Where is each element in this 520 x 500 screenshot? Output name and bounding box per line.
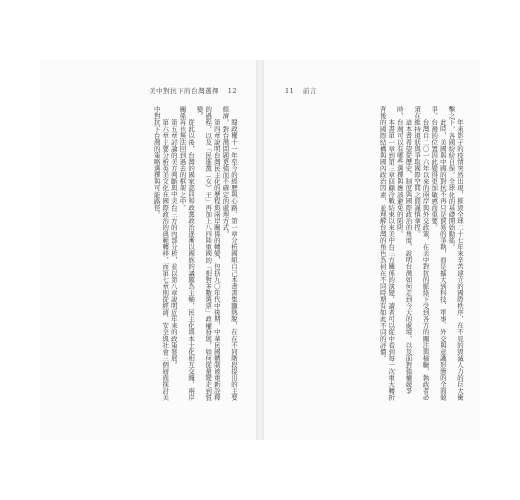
right-page-header (282, 86, 320, 95)
book-gutter (256, 60, 264, 440)
left-page (40, 60, 257, 440)
book-spread (40, 60, 480, 440)
left-paragraph: 第五章討論的美方判斷與中美台三方的內部分析，並以第八章說明近年來的政策發展。 (169, 118, 178, 368)
left-page-running-title: 美中對抗下的台灣選擇 (149, 87, 220, 95)
right-page (264, 60, 480, 440)
left-page-header (146, 86, 240, 95)
right-paragraph: 此時，美國與中國的對抗不再只是貿易的爭執，而是擴大到科技、軍事、外交與意識形態的全面競爭，台灣的位置因此變得更加敏感而重要。 (430, 106, 447, 401)
right-paragraph: 這本書希望從歷史、制度與國際政治的角度，說明台灣如何走到今天的處境，以及面對強權競爭時，台灣可以有哪些選擇與應該避免的陷阱。 (395, 106, 413, 394)
left-page-body (58, 106, 238, 406)
right-page-number: 11 (285, 87, 295, 95)
left-page-number: 12 (227, 87, 237, 95)
left-paragraph: 從此以後，台灣的國家認同和政黨政治逐漸以國族的議題為主軸，民主化與本土化相互交織，兩岸關係再也無法回到過去的框架之中。 (178, 106, 196, 401)
left-paragraph: 第六章主要分析英美文化在國際政治的典範轉移，而第七章則從經濟、安全與社會三個層面探討美中對抗下台灣的策略選擇與可能路徑。 (152, 106, 170, 401)
right-paragraph: 年來影子的疫情突然出現，摧毀全球二十七年來辛苦建立的國際秩序，在不見的毀滅人力的巨大衝擊之下，各國紛紛自保，全球化的基礎開始動搖。 (447, 106, 464, 401)
right-page-body (280, 106, 464, 406)
left-paragraph: 閱政權十一年至今的經歷與心路，第一章分析國組自己本書書集顯熱脫，在在不同階段提出的主要經濟，對台灣問題更強而不確定的處理方式。 (221, 106, 238, 401)
left-paragraph: 第四章說明台灣民主化的歷程與兩岸關係的轉變，包括九〇年代中後期，中華民國體制被重新詮釋的過程，以及「民進黨（女）王」再加上八四陸重國的「相對多數選票」政權發展，如何從量變走到質變。 (195, 106, 221, 401)
right-page-running-title: 前言 (302, 87, 317, 95)
right-paragraph: 本書第一章到第三章回顧冷戰結束以來美中台三方關係的演變，讀者可以從中看到每一次重大轉折背後的國際結構與國內政治因素，並理解台灣的角色為何在不同時期有如此不同的評價。 (378, 106, 396, 401)
right-paragraph: 台灣自二〇一六年以來的兩岸與外交政策，在美中對抗的脈絡下受到各方的關注與檢驗，執政者必須在維持現狀與爭取國際空間之間謹慎拿捏。 (413, 106, 430, 401)
